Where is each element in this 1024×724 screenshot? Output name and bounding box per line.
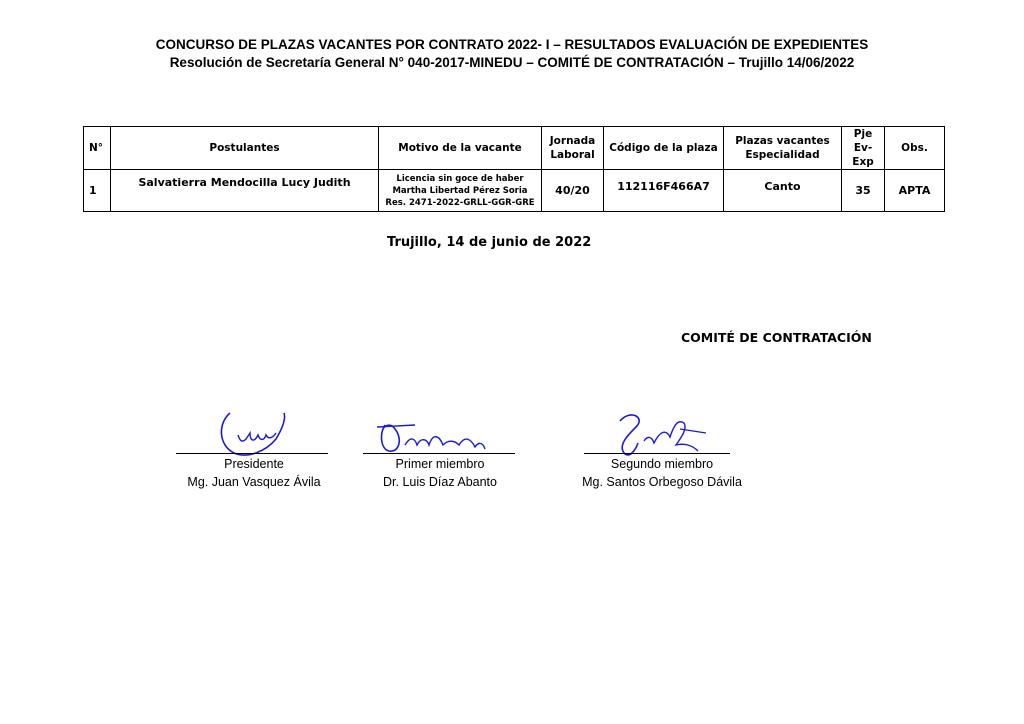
signature-role: Segundo miembro xyxy=(610,457,714,471)
signature-line xyxy=(176,453,328,454)
header-codigo: Código de la plaza xyxy=(604,127,724,170)
header-pje-line1: Pje Ev- xyxy=(853,128,873,154)
signature-name: Mg. Juan Vasquez Ávila xyxy=(187,475,321,489)
document-subtitle: Resolución de Secretaría General N° 040-2017-MINEDU – COMITÉ DE CONTRATACIÓN – Trujillo 14/06/2022 xyxy=(169,55,855,70)
header-pje xyxy=(842,127,885,170)
document-title: CONCURSO DE PLAZAS VACANTES POR CONTRATO 2022- I – RESULTADOS EVALUACIÓN DE EXPEDIENTES xyxy=(155,37,869,52)
cell-jornada: 40/20 xyxy=(542,170,604,212)
header-num: N° xyxy=(84,127,111,170)
cell-postulante: Salvatierra Mendocilla Lucy Judith xyxy=(111,170,379,212)
header-plazas xyxy=(724,127,842,170)
cell-obs: APTA xyxy=(885,170,945,212)
signature-role: Primer miembro xyxy=(395,457,485,471)
results-table xyxy=(83,126,945,212)
header-pje-line2: Exp xyxy=(852,156,874,168)
table-header-row xyxy=(84,127,945,170)
header-obs: Obs. xyxy=(885,127,945,170)
signature-president-icon xyxy=(168,405,368,465)
header-plazas-line1: Plazas vacantes xyxy=(735,135,830,147)
header-jornada-line2: Laboral xyxy=(550,149,595,161)
signature-second-member-icon xyxy=(574,405,774,465)
cell-especialidad: Canto xyxy=(724,170,842,212)
cell-codigo: 112116F466A7 xyxy=(604,170,724,212)
signature-block-president xyxy=(168,405,368,495)
signature-block-first-member xyxy=(355,405,555,495)
header-jornada xyxy=(542,127,604,170)
header-motivo: Motivo de la vacante xyxy=(379,127,542,170)
date-line: Trujillo, 14 de junio de 2022 xyxy=(387,235,592,250)
signature-first-member-icon xyxy=(355,405,555,465)
motivo-line1: Licencia sin goce de haber xyxy=(396,173,524,184)
cell-num: 1 xyxy=(84,170,111,212)
motivo-line2: Martha Libertad Pérez Soria xyxy=(392,185,528,196)
signature-role: Presidente xyxy=(224,457,284,471)
signature-name: Dr. Luis Díaz Abanto xyxy=(383,475,497,489)
header-jornada-line1: Jornada xyxy=(549,135,596,147)
header-postulantes: Postulantes xyxy=(111,127,379,170)
signature-line xyxy=(584,453,730,454)
committee-label: COMITÉ DE CONTRATACIÓN xyxy=(681,330,872,345)
table-row xyxy=(84,170,945,212)
signature-line xyxy=(363,453,515,454)
header-plazas-line2: Especialidad xyxy=(745,149,820,161)
cell-motivo xyxy=(379,170,542,212)
cell-puntaje: 35 xyxy=(842,170,885,212)
motivo-line3: Res. 2471-2022-GRLL-GGR-GRE xyxy=(385,197,535,208)
signature-name: Mg. Santos Orbegoso Dávila xyxy=(582,475,742,489)
signature-block-second-member xyxy=(574,405,774,495)
